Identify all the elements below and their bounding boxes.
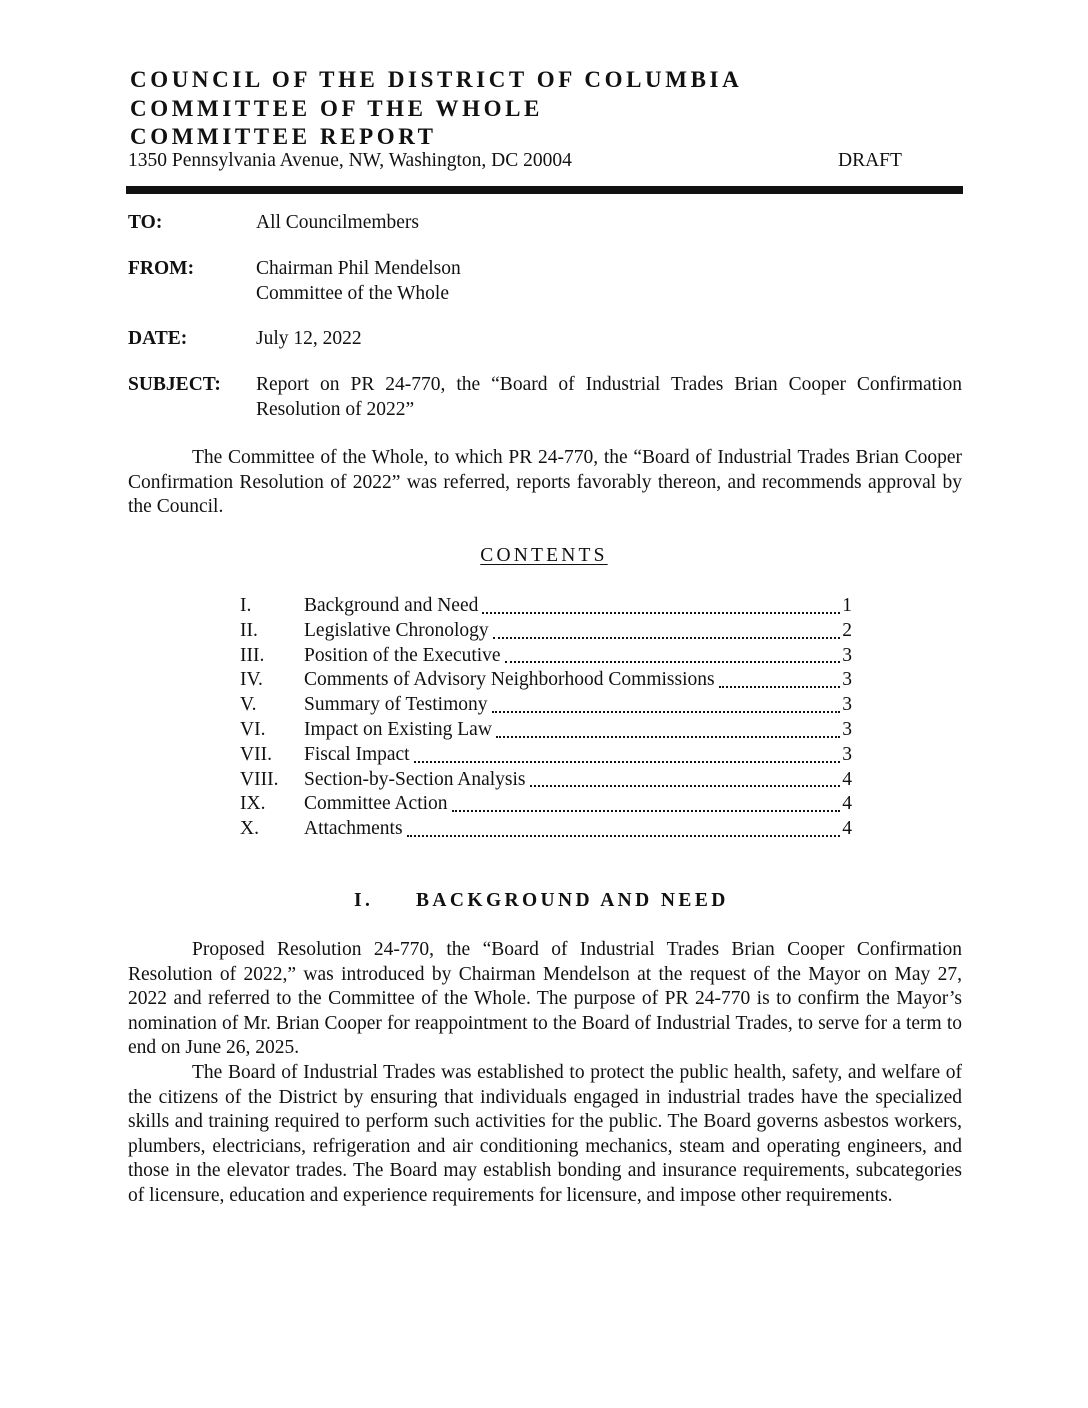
to-label: TO: [128, 212, 163, 233]
toc-entry [240, 768, 852, 793]
toc-entry-page: 3 [842, 718, 852, 740]
toc-entry-page: 1 [842, 595, 852, 616]
toc-entry-page: 3 [842, 743, 852, 765]
from-committee: Committee of the Whole [256, 283, 449, 304]
toc-entry [240, 619, 852, 644]
toc-entry-page: 3 [842, 694, 852, 716]
toc-entry [240, 743, 852, 768]
header-address: 1350 Pennsylvania Avenue, NW, Washington, DC 20004 [128, 150, 572, 171]
toc-entry-number: VII. [240, 743, 272, 765]
date-value: July 12, 2022 [256, 328, 362, 349]
toc-dot-leader [414, 760, 841, 763]
toc-entry [240, 668, 852, 693]
toc-entry-page: 4 [842, 768, 852, 790]
background-paragraph-2: The Board of Industrial Trades was established to protect the public health, safety, and welfare of the citizens of the District by ensuring that individuals engaged in industrial trades have the specialized skills and training required to perform such activities for the public. The Board governs asbestos workers, plumbers, electricians, refrigeration and air conditioning mechanics, steam and operating engineers, and those in the elevator trades. The Board may establish bonding and insurance requirements, subcategories of licensure, education and experience requirements for licensure, and impose other requirements. [128, 1062, 962, 1206]
toc-entry [240, 693, 852, 718]
contents-title: CONTENTS [480, 545, 608, 566]
toc-dot-leader [496, 735, 840, 738]
header-council-name: COUNCIL OF THE DISTRICT OF COLUMBIA [130, 67, 743, 92]
toc-entry-title: Position of the Executive [304, 644, 501, 666]
toc-entry-page: 4 [842, 818, 852, 840]
to-value: All Councilmembers [256, 212, 420, 233]
toc-entry-number: IV. [240, 669, 263, 691]
toc-entry-number: IX. [240, 793, 266, 815]
toc-dot-leader [505, 660, 841, 663]
from-name: Chairman Phil Mendelson [256, 258, 461, 279]
intro-paragraph: The Committee of the Whole, to which PR 24-770, the “Board of Industrial Trades Brian Cooper Confirmation Resolution of 2022” was referred, reports favorably thereon, and recommends approval by the Council. [128, 447, 962, 518]
table-of-contents [240, 594, 852, 842]
toc-entry-number: I. [240, 595, 252, 616]
toc-dot-leader [492, 710, 841, 713]
section-number: I. [354, 890, 374, 911]
toc-entry-title: Fiscal Impact [304, 743, 410, 765]
toc-entry-title: Summary of Testimony [304, 694, 488, 716]
toc-entry-number: VIII. [240, 768, 279, 790]
toc-entry-title: Background and Need [304, 595, 479, 616]
toc-entry-number: II. [240, 619, 258, 641]
toc-entry-number: V. [240, 694, 257, 716]
toc-entry [240, 644, 852, 669]
toc-entry-title: Legislative Chronology [304, 619, 489, 641]
toc-entry-title: Comments of Advisory Neighborhood Commissions [304, 669, 715, 691]
background-paragraph-1: Proposed Resolution 24-770, the “Board of Industrial Trades Brian Cooper Confirmation Resolution of 2022,” was introduced by Chairman Mendelson at the request of the Mayor on May 27, 2022 and referred to the Committee of the Whole. The purpose of PR 24-770 is to confirm the Mayor’s nomination of Mr. Brian Cooper for reappointment to the Board of Industrial Trades, to serve for a term to end on June 26, 2025. [128, 939, 962, 1059]
toc-entry [240, 817, 852, 842]
toc-entry-page: 4 [842, 793, 852, 815]
toc-dot-leader [452, 809, 841, 812]
toc-entry-number: III. [240, 644, 265, 666]
toc-entry-page: 3 [842, 644, 852, 666]
toc-entry-title: Section-by-Section Analysis [304, 768, 526, 790]
toc-entry-title: Impact on Existing Law [304, 718, 492, 740]
toc-entry [240, 718, 852, 743]
toc-entry [240, 594, 852, 619]
toc-dot-leader [493, 636, 841, 639]
draft-status: DRAFT [838, 150, 902, 171]
toc-entry-number: X. [240, 818, 259, 840]
header-divider [126, 186, 963, 194]
header-committee-name: COMMITTEE OF THE WHOLE [130, 96, 543, 121]
subject-value: Report on PR 24-770, the “Board of Industrial Trades Brian Cooper Confirmation Resolution of 2022” [256, 374, 962, 420]
toc-entry-number: VI. [240, 718, 266, 740]
section-title: BACKGROUND AND NEED [416, 890, 729, 911]
toc-entry-title: Attachments [304, 818, 403, 840]
date-label: DATE: [128, 328, 188, 349]
contents-heading [0, 544, 1088, 568]
toc-dot-leader [482, 611, 840, 614]
toc-dot-leader [719, 685, 841, 688]
toc-entry [240, 792, 852, 817]
from-label: FROM: [128, 258, 195, 279]
toc-entry-title: Committee Action [304, 793, 448, 815]
toc-entry-page: 2 [842, 619, 852, 641]
subject-label: SUBJECT: [128, 374, 221, 395]
header-report-type: COMMITTEE REPORT [130, 124, 437, 149]
toc-dot-leader [407, 834, 841, 837]
toc-entry-page: 3 [842, 669, 852, 691]
section-heading [354, 889, 729, 913]
toc-dot-leader [530, 784, 841, 787]
